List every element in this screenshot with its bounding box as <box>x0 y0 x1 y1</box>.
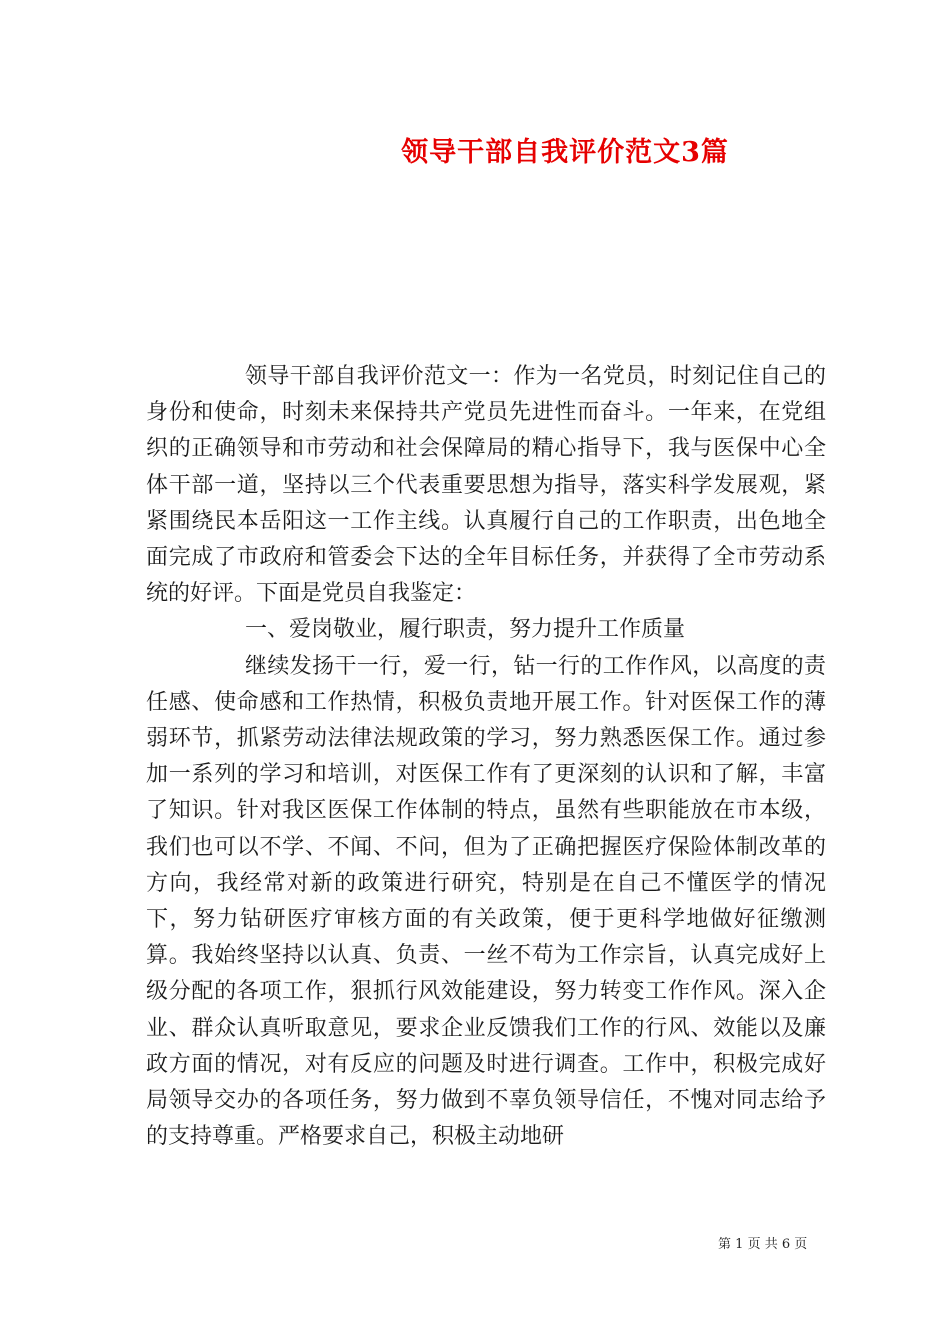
footer-prefix: 第 <box>718 1237 732 1252</box>
footer-page-number: 1 <box>735 1237 744 1252</box>
document-title: 领导干部自我评价范文3篇 <box>401 137 729 168</box>
paragraph-section-1: 继续发扬干一行，爱一行，钻一行的工作作风，以高度的责任感、使命感和工作热情，积极负责地开展工作。针对医保工作的薄弱环节，抓紧劳动法律法规政策的学习，努力熟悉医保工作。通过参加一系列的学习和培训，对医保工作有了更深刻的认识和了解，丰富了知识。针对我区医保工作体制的特点，虽然有些职能放在市本级，我们也可以不学、不闻、不问，但为了正确把握医疗保险体制改革的方向，我经常对新的政策进行研究，特别是在自己不懂医学的情况下，努力钻研医疗审核方面的有关政策，便于更科学地做好征缴测算。我始终坚持以认真、负责、一丝不苟为工作宗旨，认真完成好上级分配的各项工作，狠抓行风效能建设，努力转变工作作风。深入企业、群众认真听取意见，要求企业反馈我们工作的行风、效能以及廉政方面的情况，对有反应的问题及时进行调查。工作中，积极完成好局领导交办的各项任务，努力做到不辜负领导信任，不愧对同志给予的支持尊重。严格要求自己，积极主动地研 <box>146 653 826 1150</box>
footer-total-pages: 6 <box>781 1237 791 1252</box>
footer-middle: 页 共 <box>747 1237 778 1252</box>
footer-suffix: 页 <box>794 1237 808 1252</box>
page-footer <box>718 1233 807 1252</box>
section-heading-1: 一、爱岗敬业，履行职责，努力提升工作质量 <box>245 617 686 643</box>
document-body <box>146 359 826 1155</box>
paragraph-intro: 领导干部自我评价范文一：作为一名党员，时刻记住自己的身份和使命，时刻未来保持共产党员先进性而奋斗。一年来，在党组织的正确领导和市劳动和社会保障局的精心指导下，我与医保中心全体干部一道，坚持以三个代表重要思想为指导，落实科学发展观，紧紧围绕民本岳阳这一工作主线。认真履行自己的工作职责，出色地全面完成了市政府和管委会下达的全年目标任务，并获得了全市劳动系统的好评。下面是党员自我鉴定： <box>146 364 826 607</box>
